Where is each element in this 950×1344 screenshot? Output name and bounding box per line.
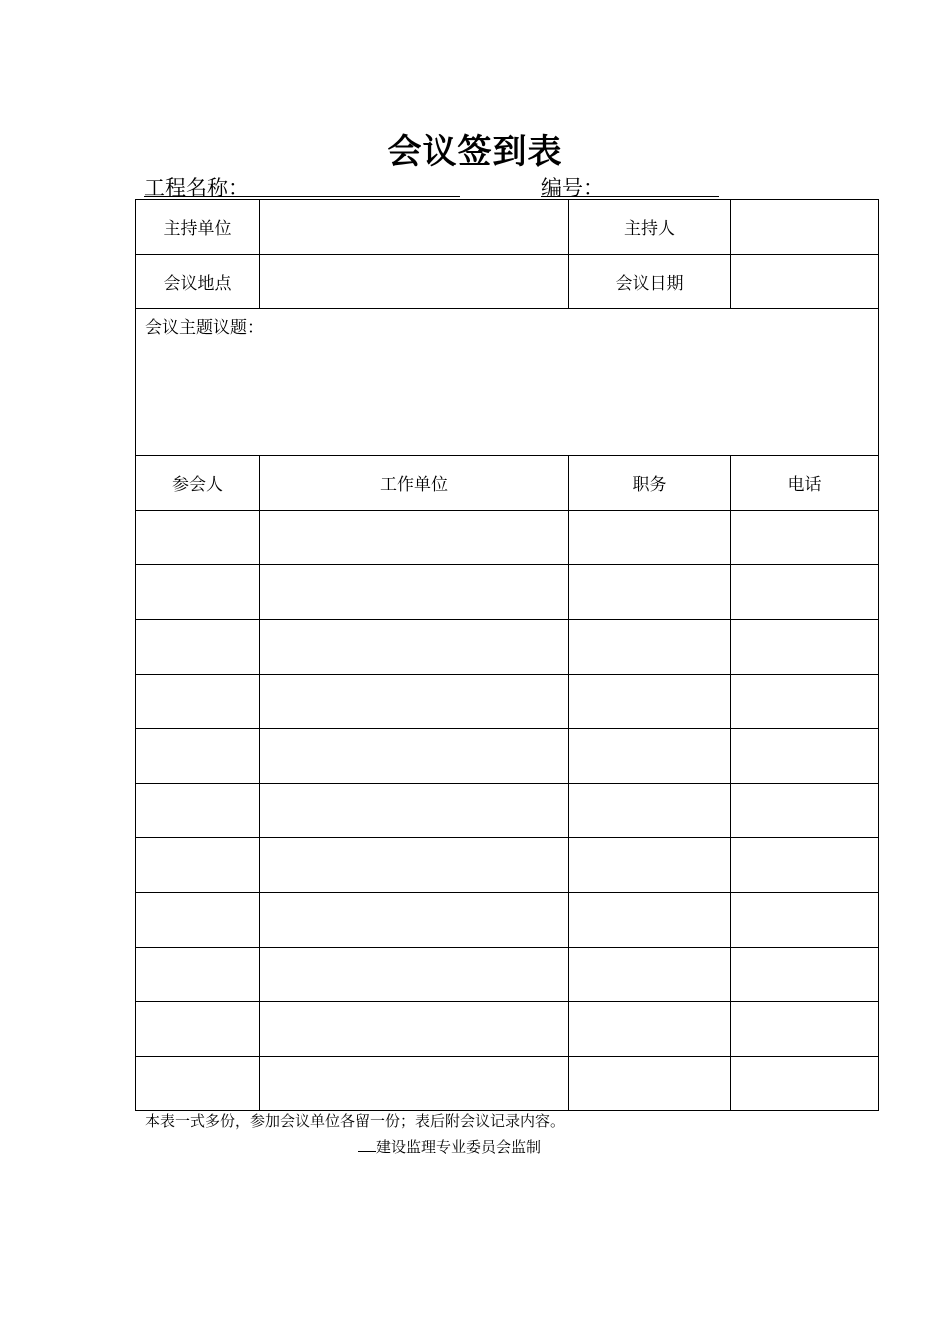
work-unit-cell[interactable] — [260, 1056, 569, 1111]
host-field[interactable] — [731, 200, 879, 255]
work-unit-cell[interactable] — [260, 947, 569, 1002]
location-label: 会议地点 — [136, 254, 260, 309]
attendee-name-cell[interactable] — [136, 674, 260, 729]
position-cell[interactable] — [569, 783, 731, 838]
phone-cell[interactable] — [731, 783, 879, 838]
table-row — [136, 510, 879, 565]
attendee-name-cell[interactable] — [136, 510, 260, 565]
attendee-name-cell[interactable] — [136, 838, 260, 893]
host-row — [136, 200, 879, 255]
work-unit-cell[interactable] — [260, 729, 569, 784]
attendee-name-cell[interactable] — [136, 729, 260, 784]
position-cell[interactable] — [569, 892, 731, 947]
table-row — [136, 838, 879, 893]
attendee-name-cell[interactable] — [136, 892, 260, 947]
position-cell[interactable] — [569, 947, 731, 1002]
work-unit-cell[interactable] — [260, 565, 569, 620]
footer-note: 本表一式多份，参加会议单位各留一份；表后附会议记录内容。 — [145, 1112, 566, 1130]
phone-cell[interactable] — [731, 1056, 879, 1111]
host-unit-field[interactable] — [260, 200, 569, 255]
table-row — [136, 947, 879, 1002]
issuer-line — [358, 1136, 541, 1157]
phone-cell[interactable] — [731, 838, 879, 893]
location-row — [136, 254, 879, 309]
table-row — [136, 1056, 879, 1111]
number-label: 编号： — [541, 176, 604, 200]
position-cell[interactable] — [569, 838, 731, 893]
phone-cell[interactable] — [731, 619, 879, 674]
issuer-text: 建设监理专业委员会监制 — [376, 1138, 542, 1156]
column-header-attendee: 参会人 — [136, 456, 260, 511]
table-row — [136, 619, 879, 674]
work-unit-cell[interactable] — [260, 510, 569, 565]
attendee-name-cell[interactable] — [136, 1002, 260, 1057]
position-cell[interactable] — [569, 510, 731, 565]
phone-cell[interactable] — [731, 510, 879, 565]
table-row — [136, 1002, 879, 1057]
header-fields — [144, 172, 724, 200]
position-cell[interactable] — [569, 674, 731, 729]
attendee-name-cell[interactable] — [136, 565, 260, 620]
position-cell[interactable] — [569, 1056, 731, 1111]
project-name-field[interactable] — [144, 196, 460, 197]
position-cell[interactable] — [569, 1002, 731, 1057]
attendee-name-cell[interactable] — [136, 783, 260, 838]
column-header-phone: 电话 — [731, 456, 879, 511]
host-unit-label: 主持单位 — [136, 200, 260, 255]
topic-row — [136, 309, 879, 456]
phone-cell[interactable] — [731, 565, 879, 620]
table-row — [136, 783, 879, 838]
work-unit-cell[interactable] — [260, 892, 569, 947]
project-name-label: 工程名称： — [144, 176, 249, 200]
attendee-name-cell[interactable] — [136, 619, 260, 674]
position-cell[interactable] — [569, 729, 731, 784]
sign-in-table — [135, 199, 879, 1111]
page-title: 会议签到表 — [387, 132, 563, 172]
topic-label: 会议主题议题： — [145, 318, 264, 339]
location-field[interactable] — [260, 254, 569, 309]
date-field[interactable] — [731, 254, 879, 309]
work-unit-cell[interactable] — [260, 783, 569, 838]
table-row — [136, 892, 879, 947]
table-row — [136, 729, 879, 784]
work-unit-cell[interactable] — [260, 619, 569, 674]
table-row — [136, 674, 879, 729]
issuer-blank — [358, 1137, 376, 1152]
work-unit-cell[interactable] — [260, 838, 569, 893]
attendee-header-row — [136, 456, 879, 511]
host-label: 主持人 — [569, 200, 731, 255]
table-row — [136, 565, 879, 620]
column-header-work-unit: 工作单位 — [260, 456, 569, 511]
position-cell[interactable] — [569, 565, 731, 620]
phone-cell[interactable] — [731, 729, 879, 784]
topic-field[interactable] — [136, 309, 879, 456]
phone-cell[interactable] — [731, 1002, 879, 1057]
number-field[interactable] — [541, 196, 719, 197]
work-unit-cell[interactable] — [260, 1002, 569, 1057]
work-unit-cell[interactable] — [260, 674, 569, 729]
phone-cell[interactable] — [731, 947, 879, 1002]
attendee-name-cell[interactable] — [136, 1056, 260, 1111]
position-cell[interactable] — [569, 619, 731, 674]
phone-cell[interactable] — [731, 674, 879, 729]
date-label: 会议日期 — [569, 254, 731, 309]
attendee-name-cell[interactable] — [136, 947, 260, 1002]
column-header-position: 职务 — [569, 456, 731, 511]
phone-cell[interactable] — [731, 892, 879, 947]
